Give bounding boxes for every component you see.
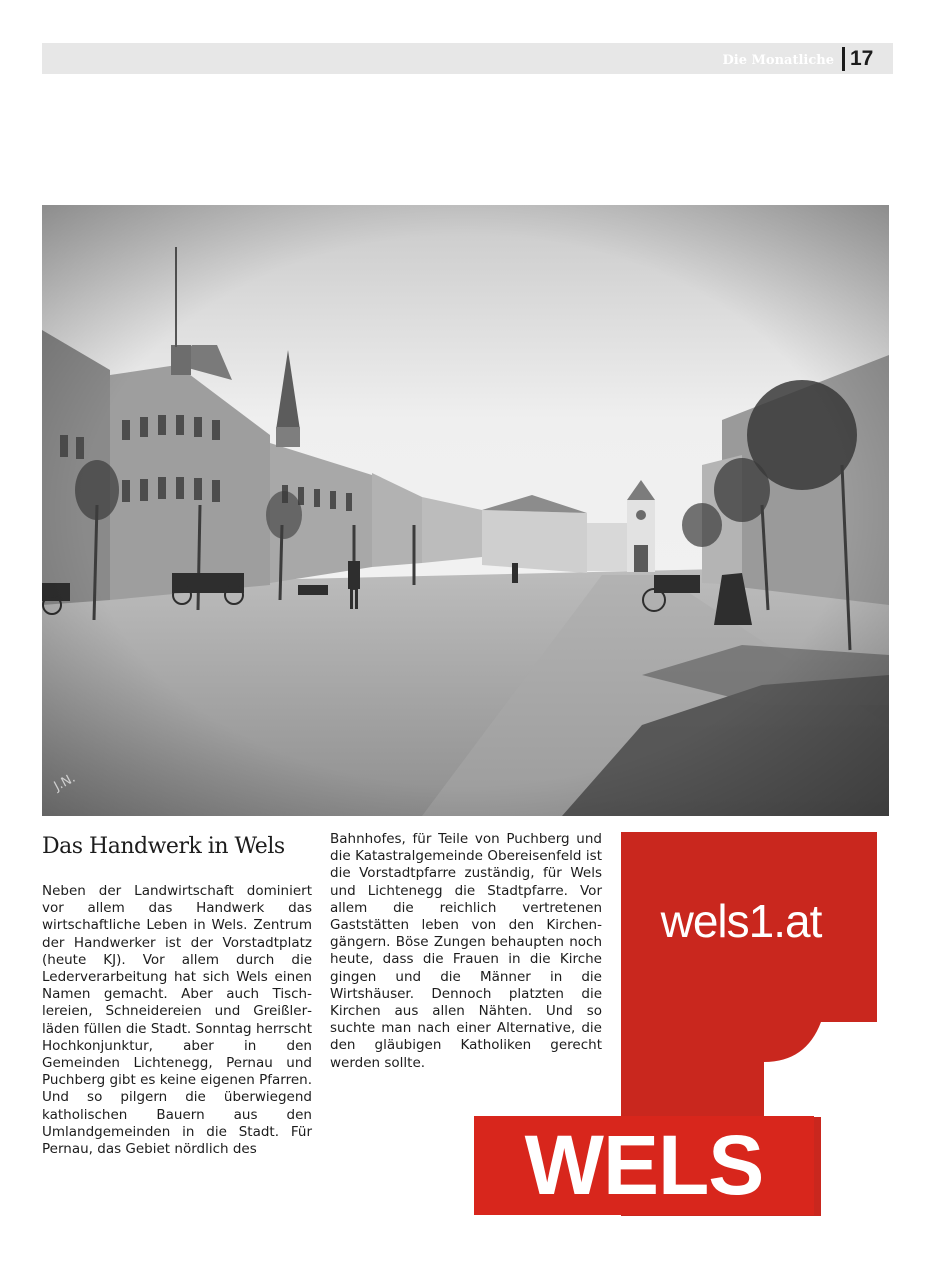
ad-wels-banner [474, 1116, 814, 1215]
publication-name: Die Monatliche [722, 53, 834, 68]
page-number: 17 [850, 46, 874, 70]
historic-photo [42, 205, 889, 816]
ad-brand: WELS [524, 1118, 764, 1212]
article-column-1: Neben der Landwirtschaft dominiert vor allem das Handwerk das wirtschaftliche Leben in Wels. Zentrum der Handwerker ist der Vorstadtplatz (heute KJ). Vor allem durch die Lederverarbeitung hat sich Wels einen Namen gemacht. Aber auch Tischlereien, Schneidereien und Greißlerläden füllen die Stadt. Sonntag herrscht Hochkonjunktur, aber in den Gemeinden Lichtenegg, Pernau und Puchberg gibt es keine eigenen Pfarren. Und so pilgern die überwiegend katholischen Bauern aus den Umlandgemeinden in die Stadt. Für Pernau, das Gebiet nördlich des [42, 883, 312, 1158]
article-column-2: Bahnhofes, für Teile von Puchberg und die Katastralgemeinde Obereisenfeld ist die Vorstadtpfarre zuständig, für Wels und Lichtenegg die Stadtpfarre. Vor allem die reichlich vertretenen Gaststätten leben von den Kirchengängern. Böse Zungen behaupten noch heute, dass die Frauen in die Kirche gingen und die Männer in die Wirtshäuser. Dennoch platzten die Kirchen aus allen Nähten. Und so suchte man nach einer Alternative, die den gläubigen Katholiken gerecht werden sollte. [330, 831, 602, 1071]
ad-url: wels1.at [660, 895, 822, 947]
page-number-divider [842, 47, 845, 71]
article-title: Das Handwerk in Wels [42, 834, 285, 859]
street-scene-illustration [42, 205, 889, 816]
page-number-block [842, 44, 873, 73]
photo-signature: J.N. [51, 770, 79, 795]
